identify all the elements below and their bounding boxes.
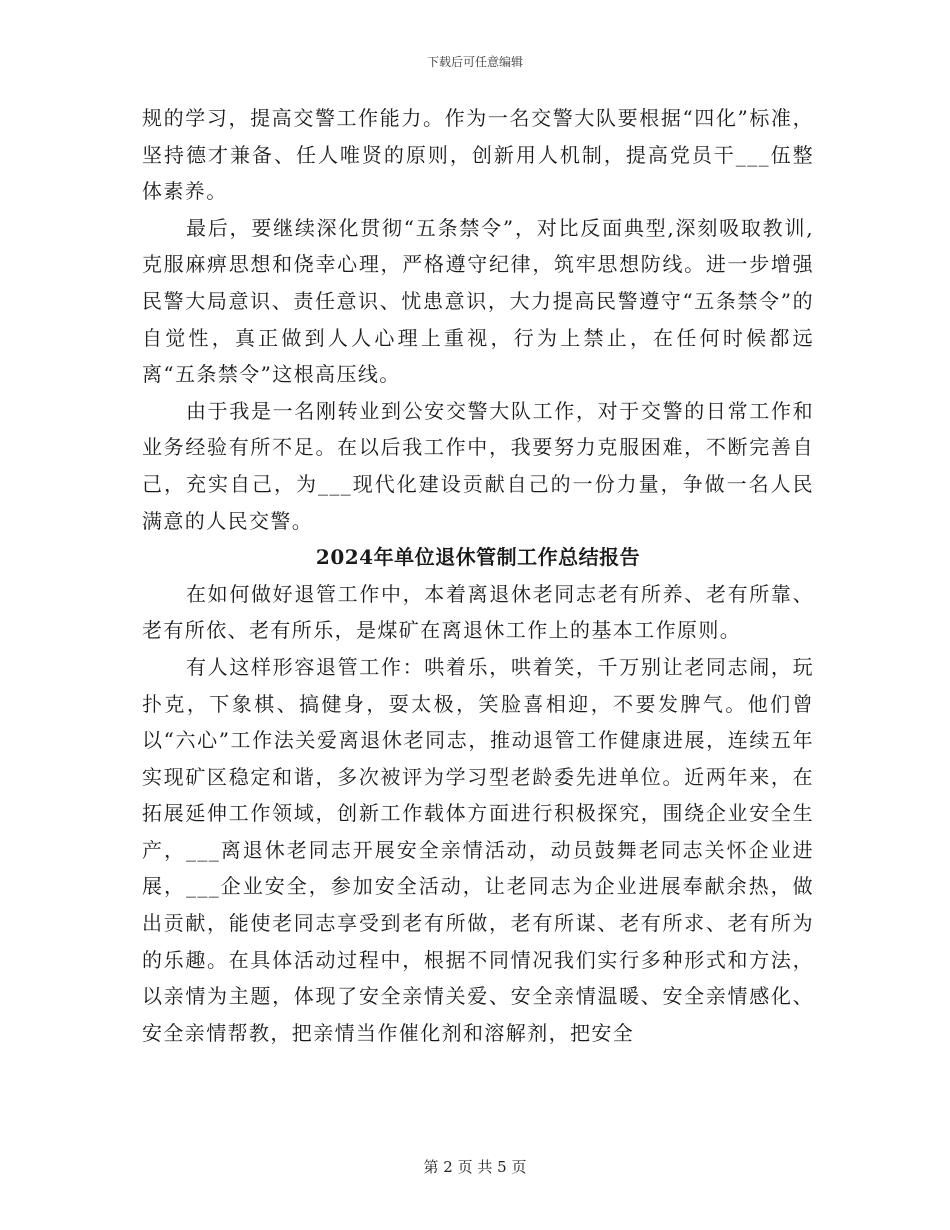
paragraph-personal-commitment: 由于我是一名刚转业到公安交警大队工作，对于交警的日常工作和业务经验有所不足。在以后我工作中，我要努力克服困难，不断完善自己，充实自己，为___现代化建设贡献自己的一份力量，争做一名人民满意的人民交警。 — [142, 398, 814, 533]
paragraph-five-prohibitions: 最后，要继续深化贯彻“五条禁令”，对比反面典型,深刻吸取教训,克服麻痹思想和侥幸心理，严格遵守纪律，筑牢思想防线。进一步增强民警大局意识、责任意识、忧患意识，大力提高民警遵守“五条禁令”的自觉性，真正做到人人心理上重视，行为上禁止，在任何时候都远离“五条禁令”这根高压线。 — [142, 215, 814, 387]
paragraph-retirement-principle: 在如何做好退管工作中，本着离退休老同志老有所养、老有所靠、老有所依、老有所乐，是煤矿在离退休工作上的基本工作原则。 — [142, 581, 814, 643]
page-footer: 第 2 页 共 5 页 — [423, 1158, 527, 1176]
page-header: 下载后可任意编辑 — [426, 55, 523, 69]
document-body — [142, 100, 814, 1051]
paragraph-continuation: 规的学习，提高交警工作能力。作为一名交警大队要根据“四化”标准，坚持德才兼备、任人唯贤的原则，创新用人机制，提高党员干___伍整体素养。 — [142, 106, 814, 204]
paragraph-retirement-work: 有人这样形容退管工作：哄着乐，哄着笑，千万别让老同志闹，玩扑克，下象棋、搞健身，耍太极，笑脸喜相迎，不要发脾气。他们曾以“六心”工作法关爱离退休老同志，推动退管工作健康进展，连续五年实现矿区稳定和谐，多次被评为学习型老龄委先进单位。近两年来，在拓展延伸工作领域，创新工作载体方面进行积极探究，围绕企业安全生产，___离退休老同志开展安全亲情活动，动员鼓舞老同志关怀企业进展，___企业安全，参加安全活动，让老同志为企业进展奉献余热，做出贡献，能使老同志享受到老有所做，老有所谋、老有所求、老有所为的乐趣。在具体活动过程中，根据不同情况我们实行多种形式和方法，以亲情为主题，体现了安全亲情关爱、安全亲情温暖、安全亲情感化、安全亲情帮教，把亲情当作催化剂和溶解剂，把安全 — [142, 654, 814, 1045]
section-title: 2024年单位退休管制工作总结报告 — [315, 545, 641, 570]
